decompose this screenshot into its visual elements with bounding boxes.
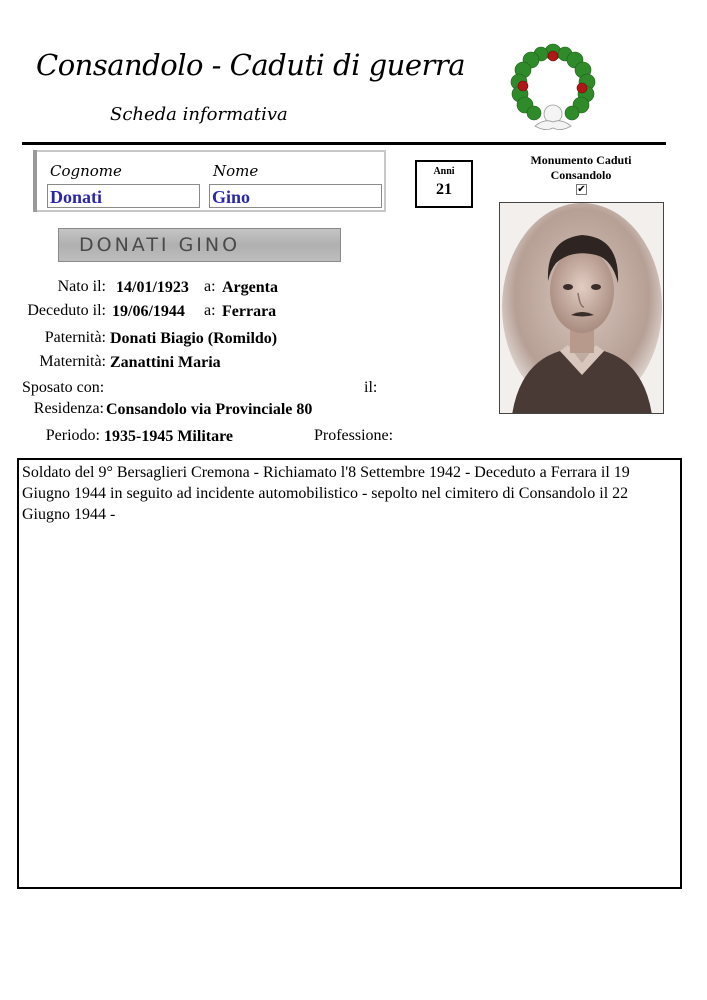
name-panel-edge bbox=[33, 150, 37, 212]
name-label: Nome bbox=[213, 162, 259, 180]
age-box bbox=[415, 160, 473, 208]
notes-text: Soldato del 9° Bersaglieri Cremona - Richiamato l'8 Settembre 1942 - Deceduto a Ferrara il 19 Giugno 1944 in seguito ad incidente automobilistico - sepolto nel cimitero di Consandolo il 22 Giugno 1944 - bbox=[22, 464, 630, 523]
spouse-label: Sposato con: bbox=[22, 379, 105, 396]
name-plaque-image bbox=[58, 228, 341, 262]
notes-box[interactable] bbox=[17, 458, 682, 889]
period-label: Periodo: bbox=[45, 427, 100, 444]
page-title: Consandolo - Caduti di guerra bbox=[36, 48, 466, 82]
mother-label: Maternità: bbox=[39, 353, 106, 370]
died-date: 19/06/1944 bbox=[112, 303, 185, 320]
profession-label: Professione: bbox=[314, 427, 394, 444]
name-field[interactable]: Gino bbox=[209, 184, 382, 208]
age-value: 21 bbox=[436, 181, 452, 198]
born-place: Argenta bbox=[222, 279, 278, 296]
monument-line-1: Monumento Caduti bbox=[530, 153, 632, 167]
died-place: Ferrara bbox=[222, 303, 277, 320]
father-label: Paternità: bbox=[44, 329, 106, 346]
plaque-text: DONATI GINO bbox=[79, 234, 241, 256]
age-label: Anni bbox=[433, 166, 455, 177]
portrait-photo bbox=[499, 202, 664, 414]
page-subtitle: Scheda informativa bbox=[110, 104, 288, 125]
surname-label: Cognome bbox=[50, 162, 122, 180]
monument-checkbox[interactable]: ✔ bbox=[577, 184, 586, 195]
portrait-illustration bbox=[500, 203, 664, 414]
born-place-label: a: bbox=[204, 278, 216, 295]
died-place-label: a: bbox=[204, 302, 216, 319]
born-date: 14/01/1923 bbox=[116, 279, 189, 296]
wreath-logo bbox=[505, 42, 601, 136]
died-label: Deceduto il: bbox=[27, 302, 106, 319]
monument-line-2: Consandolo bbox=[550, 168, 612, 182]
father-value: Donati Biagio (Romildo) bbox=[110, 330, 278, 347]
born-label: Nato il: bbox=[57, 278, 106, 295]
mother-value: Zanattini Maria bbox=[110, 354, 221, 371]
header-rule bbox=[22, 142, 666, 145]
monument-caption bbox=[520, 153, 642, 183]
period-value: 1935-1945 Militare bbox=[104, 428, 234, 445]
married-date-label: il: bbox=[364, 379, 378, 396]
surname-field[interactable]: Donati bbox=[47, 184, 200, 208]
residence-value: Consandolo via Provinciale 80 bbox=[106, 401, 313, 418]
residence-label: Residenza: bbox=[33, 400, 104, 417]
